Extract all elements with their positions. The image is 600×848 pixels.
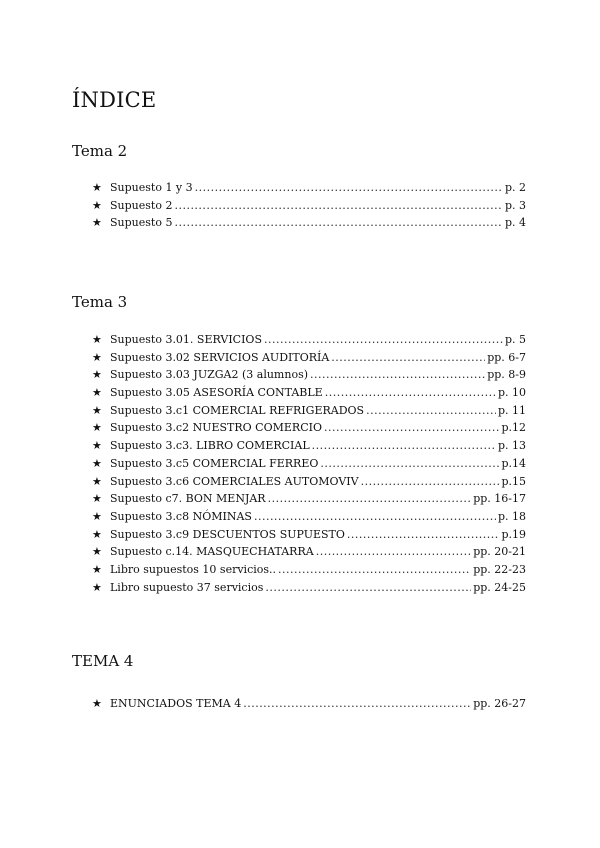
toc-entry[interactable] <box>92 351 526 369</box>
star-icon: ★ <box>92 527 102 541</box>
toc-entry-page: p. 18 <box>497 509 526 523</box>
toc-entry-page: p. 3 <box>504 198 526 212</box>
toc-entry[interactable] <box>92 457 526 475</box>
star-icon: ★ <box>92 509 102 523</box>
dot-leader <box>174 216 503 229</box>
toc-entry-page: p. 10 <box>497 386 526 400</box>
toc-entry-label: Libro supuesto 37 servicios <box>110 580 264 594</box>
section-title-tema-2: Tema 2 <box>72 142 128 160</box>
dot-leader <box>268 492 472 505</box>
toc-entry-label: Supuesto 5 <box>110 216 173 230</box>
toc-entry-page: pp. 22-23 <box>473 562 526 576</box>
dot-leader <box>366 404 496 417</box>
toc-entry[interactable] <box>92 421 526 439</box>
toc-entry-label: Supuesto 3.05 ASESORÍA CONTABLE <box>110 386 323 400</box>
dot-leader <box>310 368 485 381</box>
star-icon: ★ <box>92 333 102 346</box>
dot-leader <box>324 421 499 434</box>
toc-entry-page: p.14 <box>501 456 526 470</box>
toc-entry[interactable] <box>92 528 526 546</box>
star-icon: ★ <box>92 545 102 559</box>
toc-entry-page: pp. 16-17 <box>473 492 526 506</box>
toc-entry[interactable] <box>92 475 526 493</box>
star-icon: ★ <box>92 492 102 506</box>
dot-leader <box>174 199 503 212</box>
toc-entry-page: p. 4 <box>504 216 526 230</box>
dot-leader <box>320 457 499 470</box>
toc-entry-label: Supuesto 3.c8 NÓMINAS <box>110 509 252 523</box>
star-icon: ★ <box>92 350 102 364</box>
star-icon: ★ <box>92 421 102 435</box>
toc-entry-label: ENUNCIADOS TEMA 4 <box>110 697 242 710</box>
toc-entry[interactable] <box>92 404 526 422</box>
toc-entry[interactable] <box>92 439 526 457</box>
section-title-tema-3: Tema 3 <box>72 293 128 311</box>
toc-entry-label: Supuesto 3.c5 COMERCIAL FERREO <box>110 456 319 470</box>
dot-leader <box>325 386 496 399</box>
toc-entry-page: pp. 26-27 <box>473 697 526 710</box>
toc-entry[interactable] <box>92 563 526 581</box>
star-icon: ★ <box>92 474 102 488</box>
toc-entry-page: p.15 <box>501 474 526 488</box>
toc-entry-page: p.19 <box>501 527 526 541</box>
star-icon: ★ <box>92 386 102 400</box>
toc-entry[interactable] <box>92 545 526 563</box>
toc-entry-label: Supuesto c.14. MASQUECHATARRA <box>110 545 314 559</box>
dot-leader <box>254 510 496 523</box>
page-title: ÍNDICE <box>72 88 157 112</box>
toc-entry-label: Supuesto 3.c1 COMERCIAL REFRIGERADOS <box>110 403 365 417</box>
toc-entry[interactable] <box>92 510 526 528</box>
dot-leader <box>265 581 471 594</box>
dot-leader <box>331 351 485 364</box>
star-icon: ★ <box>92 181 102 194</box>
toc-entry[interactable] <box>92 386 526 404</box>
toc-entry-label: Supuesto c7. BON MENJAR <box>110 492 266 506</box>
toc-list-tema-2 <box>92 181 526 234</box>
toc-entry-label: Supuesto 3.c6 COMERCIALES AUTOMOVIV <box>110 474 359 488</box>
toc-entry[interactable] <box>92 199 526 217</box>
dot-leader <box>312 439 496 452</box>
toc-entry-page: p. 13 <box>497 439 526 453</box>
toc-entry-label: Supuesto 3.c9 DESCUENTOS SUPUESTO <box>110 527 345 541</box>
toc-entry-page: pp. 20-21 <box>473 545 526 559</box>
toc-entry[interactable] <box>92 492 526 510</box>
dot-leader <box>195 181 503 194</box>
toc-entry[interactable] <box>92 697 526 715</box>
dot-leader <box>278 563 471 576</box>
toc-entry-label: Supuesto 3.01. SERVICIOS <box>110 333 262 346</box>
dot-leader <box>264 333 503 346</box>
toc-entry-label: Supuesto 2 <box>110 198 173 212</box>
star-icon: ★ <box>92 562 102 576</box>
toc-entry-page: pp. 8-9 <box>487 368 526 382</box>
toc-list-tema-4 <box>92 697 526 715</box>
star-icon: ★ <box>92 456 102 470</box>
toc-entry-label: Libro supuestos 10 servicios.. <box>110 562 277 576</box>
toc-entry[interactable] <box>92 216 526 234</box>
toc-entry[interactable] <box>92 368 526 386</box>
toc-entry-label: Supuesto 3.03 JUZGA2 (3 alumnos) <box>110 368 308 382</box>
section-title-tema-4: TEMA 4 <box>72 652 134 670</box>
toc-entry-page: p. 5 <box>504 333 526 346</box>
star-icon: ★ <box>92 697 102 710</box>
star-icon: ★ <box>92 198 102 212</box>
toc-entry-label: Supuesto 3.02 SERVICIOS AUDITORÍA <box>110 350 330 364</box>
star-icon: ★ <box>92 439 102 453</box>
toc-entry[interactable] <box>92 333 526 351</box>
star-icon: ★ <box>92 580 102 594</box>
toc-entry-label: Supuesto 1 y 3 <box>110 181 193 194</box>
toc-entry-page: p. 11 <box>497 403 526 417</box>
dot-leader <box>361 475 500 488</box>
toc-entry-label: Supuesto 3.c2 NUESTRO COMERCIO <box>110 421 322 435</box>
toc-entry-page: pp. 6-7 <box>487 350 526 364</box>
dot-leader <box>243 697 471 710</box>
toc-entry-page: pp. 24-25 <box>473 580 526 594</box>
star-icon: ★ <box>92 216 102 230</box>
dot-leader <box>347 528 500 541</box>
dot-leader <box>316 545 472 558</box>
toc-list-tema-3 <box>92 333 526 598</box>
star-icon: ★ <box>92 368 102 382</box>
toc-entry-page: p.12 <box>501 421 526 435</box>
toc-entry-page: p. 2 <box>504 181 526 194</box>
toc-entry-label: Supuesto 3.c3. LIBRO COMERCIAL <box>110 439 310 453</box>
toc-entry[interactable] <box>92 581 526 599</box>
toc-entry[interactable] <box>92 181 526 199</box>
star-icon: ★ <box>92 403 102 417</box>
